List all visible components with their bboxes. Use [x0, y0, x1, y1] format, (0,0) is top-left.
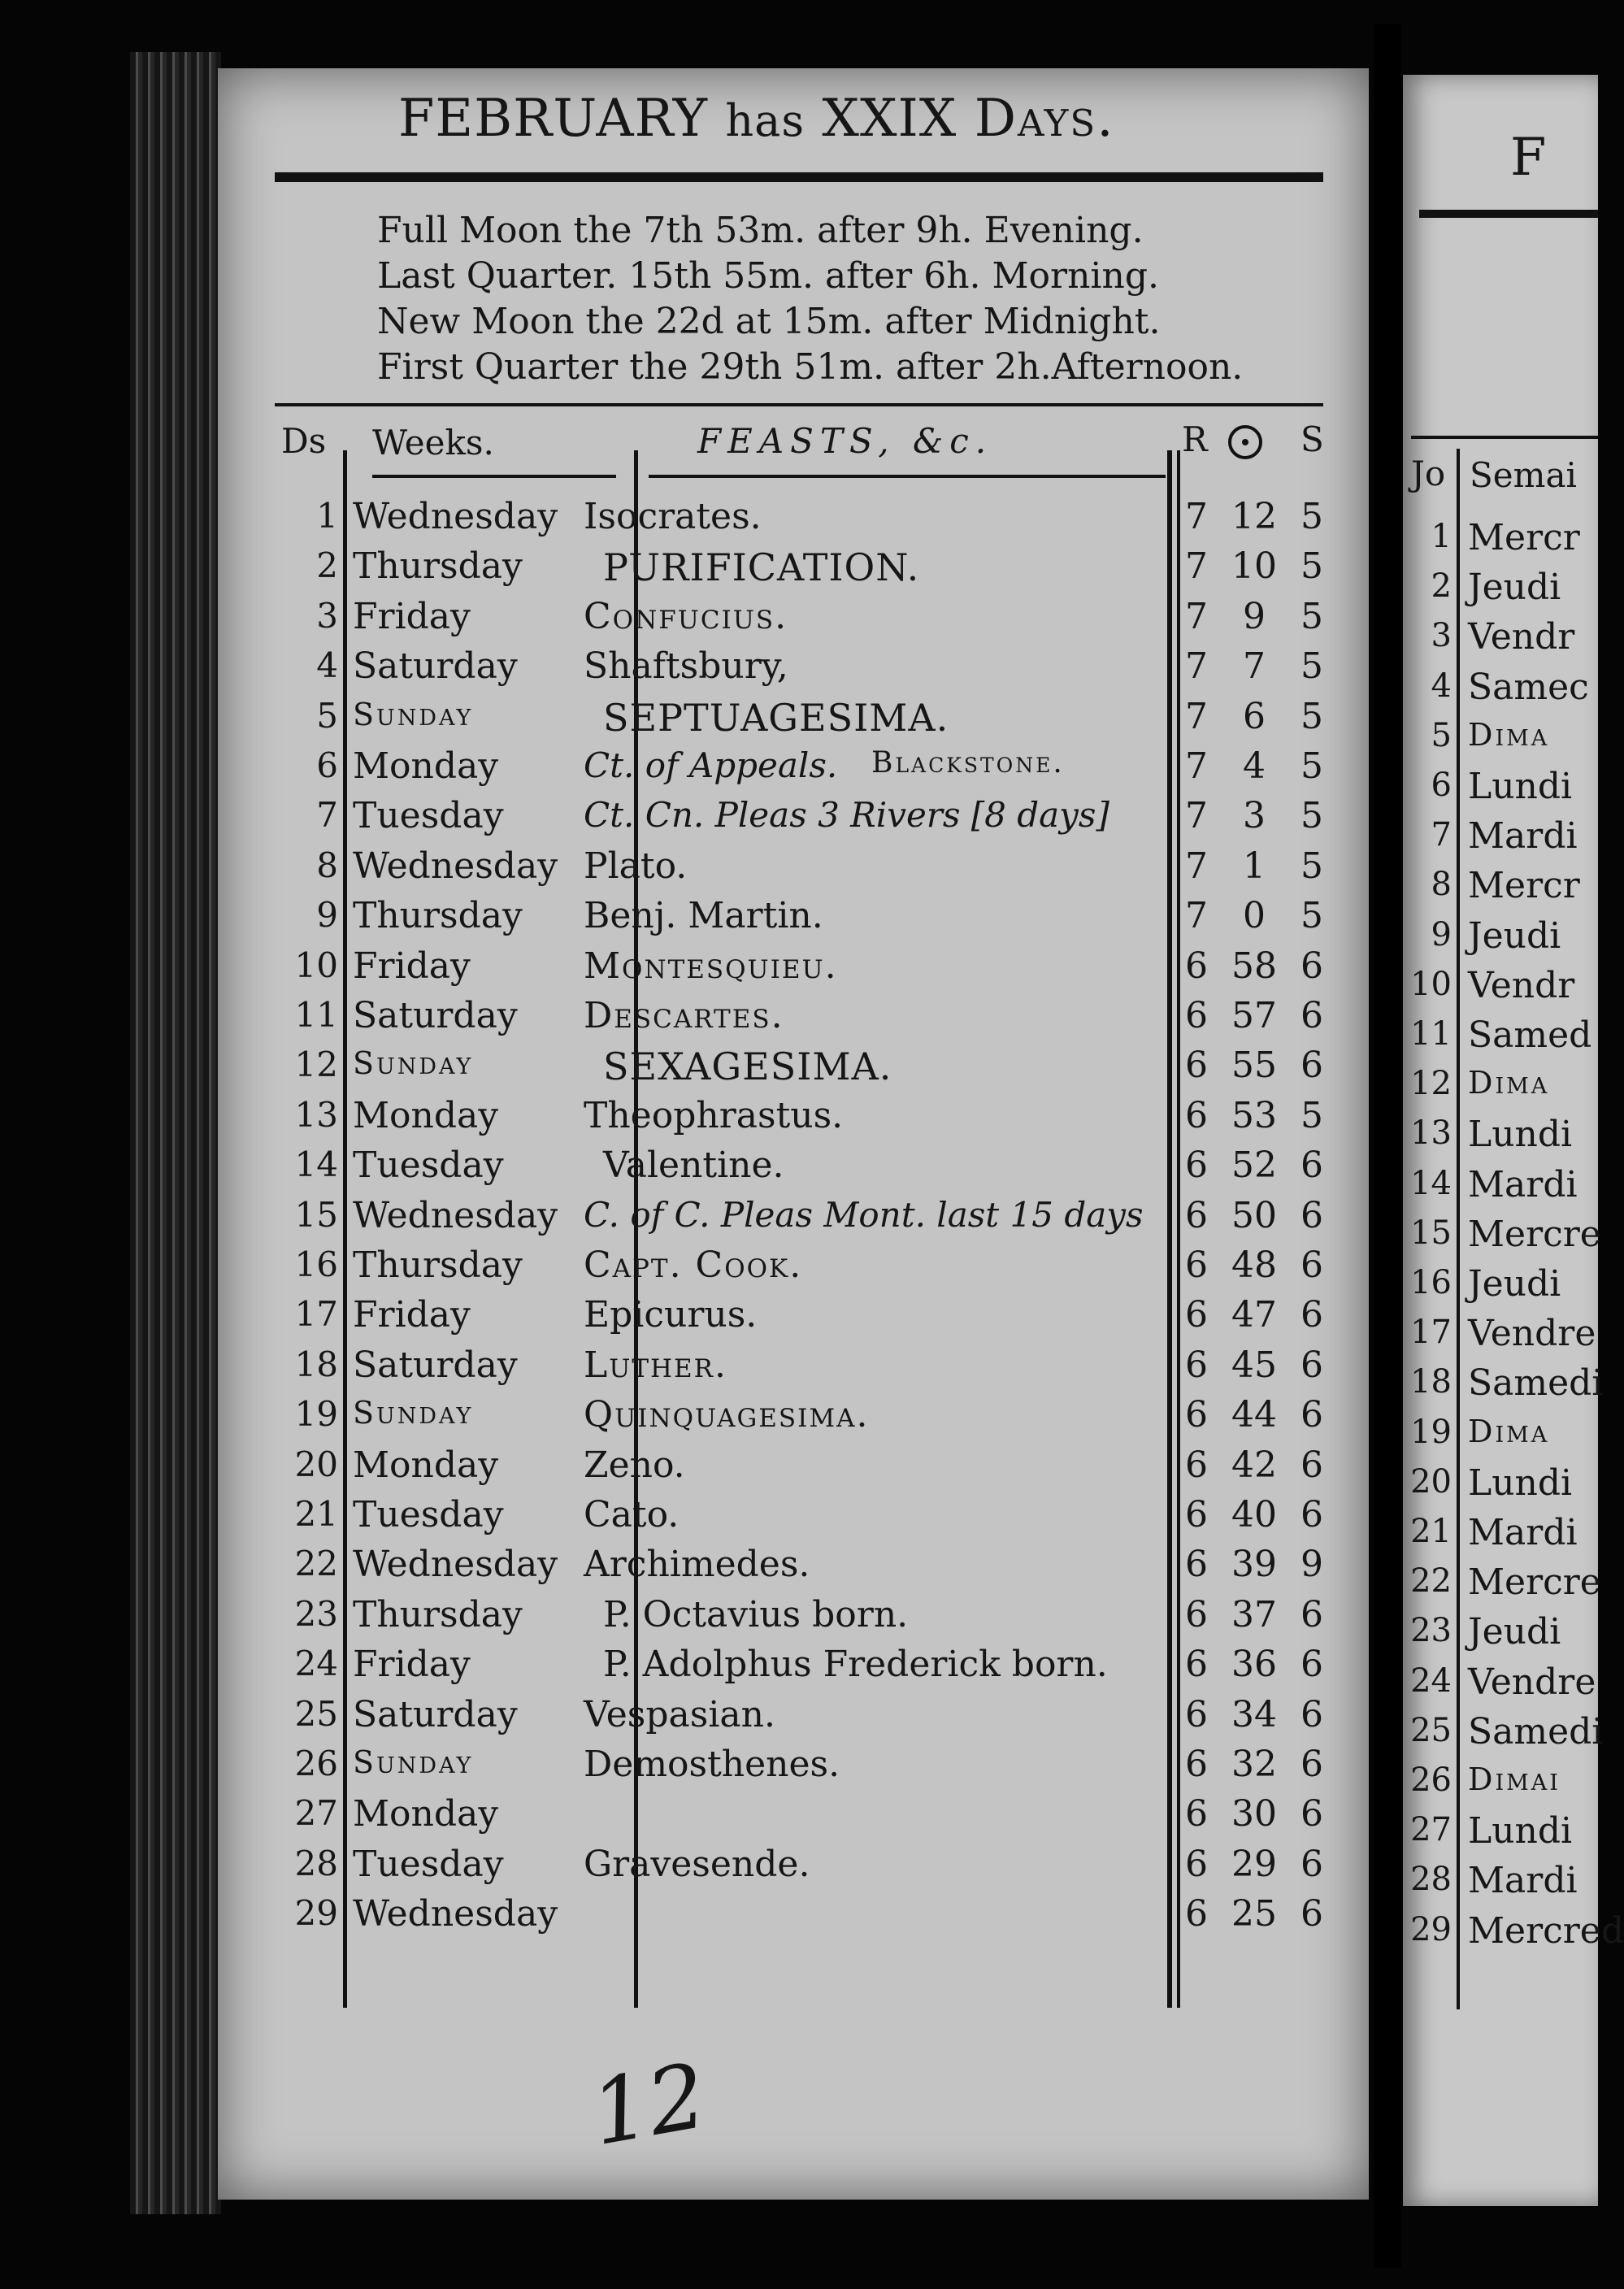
feast-entry: PURIFICATION.: [603, 545, 920, 589]
day-number: 22: [294, 1544, 338, 1583]
moon-phase-last-quarter: Last Quarter. 15th 55m. after 6h. Morning.: [377, 255, 1159, 297]
sunset-hour: 6: [1301, 1893, 1323, 1935]
sunset-hour: 6: [1301, 1744, 1323, 1785]
opposite-header-week: Semai: [1470, 455, 1577, 495]
opposite-day-number: 22: [1410, 1562, 1452, 1600]
opposite-weekday: Mercr: [1468, 865, 1580, 906]
header-feasts: FEASTS, &c.: [697, 421, 993, 461]
weekday: Wednesday: [353, 845, 558, 887]
weekday: Sunday: [353, 1395, 474, 1431]
sunrise-minute: 55: [1231, 1045, 1277, 1086]
weekday: Wednesday: [353, 1893, 558, 1935]
almanac-page: [218, 68, 1369, 2200]
weekday: Saturday: [353, 995, 518, 1036]
opposite-day-number: 12: [1410, 1065, 1452, 1102]
opposite-day-number: 29: [1410, 1911, 1452, 1948]
sunrise-hour: 6: [1185, 1893, 1208, 1935]
day-number: 15: [294, 1195, 338, 1235]
sunset-hour: 6: [1301, 1644, 1323, 1685]
day-number: 5: [316, 696, 338, 736]
day-number: 3: [316, 596, 338, 636]
page-number: 12: [583, 2043, 714, 2166]
page-title: [398, 89, 1115, 149]
feast-entry: Plato.: [584, 845, 688, 887]
feast-entry: Zeno.: [584, 1444, 685, 1486]
day-number: 9: [316, 895, 338, 935]
day-number: 23: [294, 1594, 338, 1634]
sunrise-minute: 45: [1231, 1344, 1277, 1386]
feast-entry: Demosthenes.: [584, 1744, 840, 1785]
opposite-day-number: 16: [1410, 1264, 1452, 1301]
opposite-weekday: Mardi: [1468, 815, 1578, 857]
opposite-day-number: 21: [1410, 1513, 1452, 1550]
feast-entry: Archimedes.: [584, 1544, 810, 1585]
opposite-day-number: 19: [1410, 1414, 1452, 1451]
sunset-hour: 6: [1301, 1694, 1323, 1735]
sunrise-minute: 42: [1231, 1444, 1277, 1486]
sunrise-minute: 10: [1231, 545, 1277, 587]
sunset-hour: 6: [1301, 1195, 1323, 1236]
feast-entry: Ct. Cn. Pleas 3 Rivers [8 days]: [584, 795, 1109, 835]
moon-phase-full: Full Moon the 7th 53m. after 9h. Evening.: [377, 210, 1144, 251]
sunset-hour: 5: [1301, 745, 1323, 787]
day-number: 11: [294, 995, 338, 1035]
sunrise-hour: 6: [1185, 1793, 1208, 1835]
rise-column-rule: [1177, 450, 1180, 2008]
opposite-day-number: 26: [1410, 1761, 1452, 1799]
header-rise: R: [1182, 419, 1208, 459]
title-rule: [275, 172, 1323, 182]
opposite-day-number: 1: [1431, 518, 1452, 555]
sunset-hour: 5: [1301, 1095, 1323, 1136]
sunrise-hour: 7: [1185, 795, 1208, 836]
sunrise-hour: 6: [1185, 995, 1208, 1036]
sunrise-hour: 6: [1185, 1095, 1208, 1136]
opposite-day-number: 9: [1431, 916, 1452, 953]
feast-entry: Valentine.: [603, 1144, 784, 1186]
day-number: 24: [294, 1644, 338, 1683]
opposite-day-number: 25: [1410, 1712, 1452, 1749]
weekday: Wednesday: [353, 1195, 558, 1236]
book-spine: [130, 52, 221, 2214]
opposite-day-number: 5: [1431, 717, 1452, 754]
sunrise-minute: 3: [1243, 795, 1266, 836]
feast-entry: Luther.: [584, 1344, 728, 1386]
opposite-weekday: Samed: [1468, 1014, 1592, 1056]
day-number: 16: [294, 1244, 338, 1284]
feast-entry: Vespasian.: [584, 1694, 775, 1735]
sunrise-minute: 30: [1231, 1793, 1277, 1835]
opposite-day-number: 13: [1410, 1114, 1452, 1152]
sunrise-minute: 57: [1231, 995, 1277, 1036]
sunrise-minute: 4: [1243, 745, 1266, 787]
opposite-weekday: Vendr: [1468, 965, 1575, 1006]
opposite-page: [1403, 75, 1624, 2206]
weekday: Sunday: [353, 697, 474, 732]
day-number: 19: [294, 1394, 338, 1434]
sunrise-hour: 7: [1185, 596, 1208, 637]
day-number: 18: [294, 1344, 338, 1384]
sunset-hour: 9: [1301, 1544, 1323, 1585]
weekday: Monday: [353, 745, 499, 787]
day-number: 7: [316, 795, 338, 835]
sunrise-hour: 6: [1185, 1195, 1208, 1236]
sunset-hour: 6: [1301, 1793, 1323, 1835]
sunset-hour: 5: [1301, 496, 1323, 537]
opposite-day-number: 7: [1431, 816, 1452, 853]
sunrise-hour: 6: [1185, 1544, 1208, 1585]
opposite-weekday: Samedi: [1468, 1362, 1604, 1404]
opposite-weekday: Lundi: [1468, 1462, 1573, 1504]
day-number: 2: [316, 545, 338, 585]
day-number: 8: [316, 845, 338, 885]
weekday: Tuesday: [353, 1494, 504, 1535]
weekday: Thursday: [353, 545, 523, 587]
opposite-day-number: 3: [1431, 617, 1452, 654]
weekday: Thursday: [353, 1594, 523, 1635]
opposite-weekday: Mercred: [1468, 1910, 1624, 1952]
sunrise-hour: 6: [1185, 1344, 1208, 1386]
opposite-weekday: Mercr: [1468, 517, 1580, 558]
sunset-hour: 5: [1301, 645, 1323, 687]
moon-rule: [275, 403, 1323, 406]
feasts-header-rule: [649, 475, 1166, 478]
day-number: 25: [294, 1694, 338, 1734]
sunrise-minute: 53: [1231, 1095, 1277, 1136]
sunrise-minute: 37: [1231, 1594, 1277, 1635]
page-gutter: [1374, 24, 1401, 2268]
moon-phase-new: New Moon the 22d at 15m. after Midnight.: [377, 301, 1161, 342]
day-number: 12: [294, 1045, 338, 1084]
sunset-hour: 6: [1301, 1394, 1323, 1436]
sunset-hour: 5: [1301, 596, 1323, 637]
day-number: 14: [294, 1144, 338, 1184]
weekday: Monday: [353, 1793, 499, 1835]
day-column-rule: [343, 450, 347, 2008]
opposite-weekday: Mardi: [1468, 1860, 1578, 1901]
opposite-header-day: Jo: [1411, 454, 1446, 493]
moon-phase-first-quarter: First Quarter the 29th 51m. after 2h.Afternoon.: [377, 346, 1244, 388]
sunrise-hour: 6: [1185, 1494, 1208, 1535]
opposite-day-number: 4: [1431, 667, 1452, 705]
opposite-weekday: Mercre: [1468, 1561, 1601, 1603]
title-count: XXIX: [822, 89, 957, 149]
weekday: Tuesday: [353, 795, 504, 836]
day-number: 21: [294, 1494, 338, 1534]
sunrise-minute: 52: [1231, 1144, 1277, 1186]
sunset-hour: 6: [1301, 1844, 1323, 1885]
opposite-day-number: 8: [1431, 866, 1452, 903]
sunrise-hour: 7: [1185, 745, 1208, 787]
opposite-weekday: Vendre: [1468, 1661, 1596, 1703]
weekday: Tuesday: [353, 1844, 504, 1885]
sunrise-hour: 6: [1185, 1844, 1208, 1885]
feast-entry: SEPTUAGESIMA.: [603, 696, 949, 740]
sunset-hour: 6: [1301, 995, 1323, 1036]
weekday: Saturday: [353, 1694, 518, 1735]
opposite-weekday: Mercre: [1468, 1214, 1601, 1255]
sunrise-hour: 7: [1185, 645, 1208, 687]
feast-entry: Montesquieu.: [584, 945, 838, 987]
weekday: Wednesday: [353, 496, 558, 537]
sunrise-minute: 47: [1231, 1294, 1277, 1336]
opposite-day-number: 17: [1410, 1314, 1452, 1351]
sun-icon: [1226, 423, 1265, 464]
opposite-weekday: Vendr: [1468, 616, 1575, 658]
opposite-weekday: Jeudi: [1468, 915, 1561, 957]
feast-entry: Descartes.: [584, 995, 784, 1036]
opposite-day-column-rule: [1457, 449, 1460, 2009]
opposite-day-number: 15: [1410, 1214, 1452, 1252]
sunrise-minute: 44: [1231, 1394, 1277, 1436]
opposite-weekday: Dima: [1468, 1414, 1550, 1449]
sunrise-minute: 58: [1231, 945, 1277, 987]
sunset-hour: 5: [1301, 845, 1323, 887]
sunset-hour: 6: [1301, 1344, 1323, 1386]
sunset-hour: 6: [1301, 1045, 1323, 1086]
feast-entry: P. Adolphus Frederick born.: [603, 1644, 1108, 1685]
sunrise-hour: 7: [1185, 545, 1208, 587]
opposite-weekday: Mardi: [1468, 1164, 1578, 1205]
sunrise-minute: 48: [1231, 1244, 1277, 1286]
day-number: 29: [294, 1893, 338, 1933]
feast-entry: Benj. Martin.: [584, 895, 823, 936]
sunrise-hour: 6: [1185, 1594, 1208, 1635]
feast-entry: Gravesende.: [584, 1844, 810, 1885]
opposite-weekday: Samedi: [1468, 1711, 1604, 1753]
sunrise-hour: 7: [1185, 895, 1208, 936]
opposite-day-number: 10: [1410, 966, 1452, 1003]
weeks-header-rule: [372, 475, 616, 478]
sunrise-minute: 25: [1231, 1893, 1277, 1935]
feast-entry-extra: Blackstone.: [871, 746, 1065, 780]
weekday: Wednesday: [353, 1544, 558, 1585]
day-number: 6: [316, 745, 338, 785]
opposite-day-number: 28: [1410, 1861, 1452, 1898]
header-weeks: Weeks.: [372, 423, 494, 463]
opposite-weekday: Lundi: [1468, 1114, 1573, 1155]
opposite-weekday: Dimai: [1468, 1761, 1561, 1797]
opposite-day-number: 23: [1410, 1612, 1452, 1649]
feast-entry: Quinquagesima.: [584, 1394, 870, 1436]
sunrise-hour: 6: [1185, 1045, 1208, 1086]
day-number: 4: [316, 645, 338, 685]
weekday: Thursday: [353, 1244, 523, 1286]
sunrise-hour: 7: [1185, 496, 1208, 537]
opposite-day-number: 14: [1410, 1165, 1452, 1202]
sunset-hour: 6: [1301, 1294, 1323, 1336]
sunset-hour: 5: [1301, 795, 1323, 836]
opposite-title-rule: [1419, 210, 1598, 218]
feast-entry: Ct. of Appeals.: [584, 745, 838, 785]
sunrise-minute: 32: [1231, 1744, 1277, 1785]
weekday: Saturday: [353, 1344, 518, 1386]
feast-entry: P. Octavius born.: [603, 1594, 909, 1635]
sunrise-hour: 6: [1185, 1744, 1208, 1785]
sunrise-minute: 29: [1231, 1844, 1277, 1885]
sunrise-hour: 6: [1185, 1294, 1208, 1336]
opposite-day-number: 24: [1410, 1662, 1452, 1700]
day-number: 28: [294, 1844, 338, 1883]
weekday: Friday: [353, 1644, 471, 1685]
day-number: 13: [294, 1095, 338, 1135]
weekday: Friday: [353, 596, 471, 637]
sunrise-minute: 40: [1231, 1494, 1277, 1535]
feast-entry: Confucius.: [584, 596, 788, 637]
day-number: 17: [294, 1294, 338, 1334]
sunset-hour: 6: [1301, 1444, 1323, 1486]
day-number: 1: [316, 496, 338, 536]
feast-entry: Epicurus.: [584, 1294, 758, 1336]
feasts-column-rule: [1167, 450, 1172, 2008]
sunrise-minute: 1: [1243, 845, 1266, 887]
feast-entry: Theophrastus.: [584, 1095, 844, 1136]
feast-entry: Capt. Cook.: [584, 1244, 803, 1286]
feast-entry: SEXAGESIMA.: [603, 1045, 892, 1088]
sunrise-minute: 50: [1231, 1195, 1277, 1236]
opposite-title-fragment: F: [1510, 128, 1548, 188]
weekday: Saturday: [353, 645, 518, 687]
opposite-weekday: Mardi: [1468, 1512, 1578, 1553]
opposite-weekday: Vendre: [1468, 1313, 1596, 1354]
opposite-weekday: Samec: [1468, 667, 1589, 708]
day-number: 10: [294, 945, 338, 985]
sunrise-hour: 6: [1185, 1244, 1208, 1286]
sunrise-hour: 6: [1185, 1144, 1208, 1186]
title-has: has: [725, 95, 805, 146]
opposite-weekday: Jeudi: [1468, 1611, 1561, 1653]
sunset-hour: 5: [1301, 696, 1323, 737]
sunrise-minute: 36: [1231, 1644, 1277, 1685]
sunrise-minute: 9: [1243, 596, 1266, 637]
sunset-hour: 5: [1301, 545, 1323, 587]
feast-entry: C. of C. Pleas Mont. last 15 days: [584, 1195, 1144, 1235]
opposite-weekday: Lundi: [1468, 1810, 1573, 1852]
weekday: Monday: [353, 1444, 499, 1486]
opposite-day-number: 20: [1410, 1463, 1452, 1501]
sunrise-minute: 34: [1231, 1694, 1277, 1735]
sunrise-minute: 7: [1243, 645, 1266, 687]
opposite-day-number: 27: [1410, 1811, 1452, 1848]
weekday: Friday: [353, 945, 471, 987]
sunset-hour: 6: [1301, 1594, 1323, 1635]
weekday: Sunday: [353, 1744, 474, 1780]
opposite-day-number: 6: [1431, 767, 1452, 804]
sunrise-minute: 12: [1231, 496, 1277, 537]
header-set: S: [1301, 419, 1324, 459]
sunrise-minute: 39: [1231, 1544, 1277, 1585]
feast-entry: Isocrates.: [584, 496, 762, 537]
sunrise-hour: 6: [1185, 1444, 1208, 1486]
sunrise-minute: 0: [1243, 895, 1266, 936]
title-month: FEBRUARY: [398, 89, 708, 149]
sunrise-hour: 6: [1185, 945, 1208, 987]
opposite-weekday: Dima: [1468, 1065, 1550, 1101]
sunrise-hour: 7: [1185, 696, 1208, 737]
weekday: Monday: [353, 1095, 499, 1136]
sunset-hour: 5: [1301, 895, 1323, 936]
sunset-hour: 6: [1301, 1144, 1323, 1186]
feast-entry: Shaftsbury,: [584, 645, 788, 687]
sunrise-hour: 6: [1185, 1644, 1208, 1685]
header-day: Ds: [281, 421, 327, 461]
opposite-weekday: Jeudi: [1468, 1263, 1561, 1305]
day-number: 26: [294, 1744, 338, 1783]
feast-entry: Cato.: [584, 1494, 680, 1535]
opposite-day-number: 11: [1410, 1015, 1452, 1053]
opposite-weekday: Dima: [1468, 717, 1550, 753]
sunset-hour: 6: [1301, 945, 1323, 987]
opposite-weekday: Lundi: [1468, 766, 1573, 807]
sunrise-hour: 7: [1185, 845, 1208, 887]
weekday: Tuesday: [353, 1144, 504, 1186]
sunset-hour: 6: [1301, 1244, 1323, 1286]
opposite-day-number: 18: [1410, 1363, 1452, 1401]
day-number: 20: [294, 1444, 338, 1484]
sunrise-minute: 6: [1243, 696, 1266, 737]
weekday: Sunday: [353, 1045, 474, 1081]
sunset-hour: 6: [1301, 1494, 1323, 1535]
opposite-day-number: 2: [1431, 567, 1452, 605]
weekday: Thursday: [353, 895, 523, 936]
weekday: Friday: [353, 1294, 471, 1336]
opposite-header-rule: [1411, 436, 1598, 439]
day-number: 27: [294, 1793, 338, 1833]
opposite-weekday: Jeudi: [1468, 567, 1561, 608]
sunrise-hour: 6: [1185, 1394, 1208, 1436]
title-days: Days.: [974, 89, 1115, 149]
sunrise-hour: 6: [1185, 1694, 1208, 1735]
